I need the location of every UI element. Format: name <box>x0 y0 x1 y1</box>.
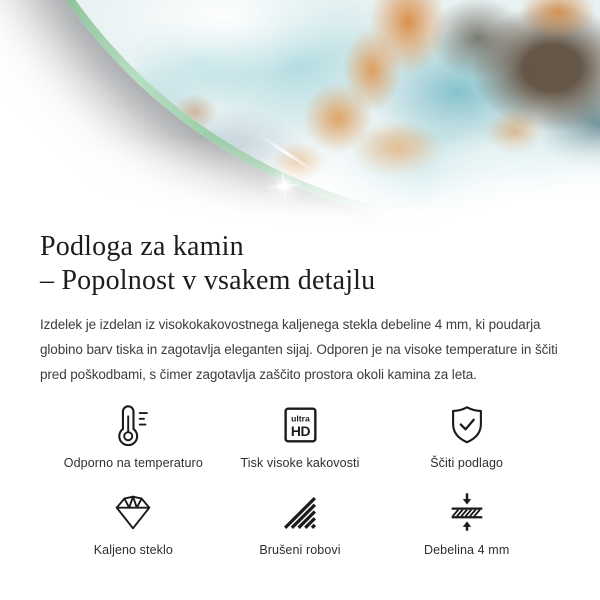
feature-label: Debelina 4 mm <box>423 543 510 557</box>
product-info-section <box>0 230 600 558</box>
features-grid <box>40 403 560 558</box>
ultra-hd-text-bottom: HD <box>290 423 311 440</box>
feature-print-quality <box>217 403 384 471</box>
thermometer-icon <box>110 402 156 448</box>
feature-tempered-glass <box>50 490 217 558</box>
page-title <box>40 230 560 298</box>
ultra-hd-icon <box>277 402 323 448</box>
beveled-edges-icon <box>277 489 323 535</box>
page-title-line2: – Popolnost v vsakem detajlu <box>40 265 376 296</box>
ultra-hd-text-top: ultra <box>291 413 310 424</box>
feature-label: Kaljeno steklo <box>93 543 173 557</box>
diamond-icon <box>110 489 156 535</box>
sparkle-highlight <box>260 162 308 210</box>
page-title-line1: Podloga za kamin <box>40 231 244 262</box>
feature-label: Tisk visoke kakovosti <box>240 456 360 470</box>
feature-ground-edges <box>217 490 384 558</box>
feature-label: Ščiti podlago <box>430 456 504 470</box>
thickness-arrows-icon <box>444 489 490 535</box>
product-description: Izdelek je izdelan iz visokokakovostnega kaljenega stekla debeline 4 mm, ki poudarja globino barv tiska in zagotavlja eleganten sijaj. Odporen je na visoke temperature in ščiti pred poškodbami, s čimer zagotavlja zaščito prostora okoli kamina za leta. <box>40 317 558 382</box>
feature-label: Odporno na temperaturo <box>63 456 203 470</box>
feature-temperature-resistant <box>50 403 217 471</box>
product-hero-image <box>0 0 600 228</box>
feature-thickness <box>383 490 550 558</box>
shield-check-icon <box>444 402 490 448</box>
feature-label: Brušeni robovi <box>259 543 341 557</box>
feature-protects-surface <box>383 403 550 471</box>
